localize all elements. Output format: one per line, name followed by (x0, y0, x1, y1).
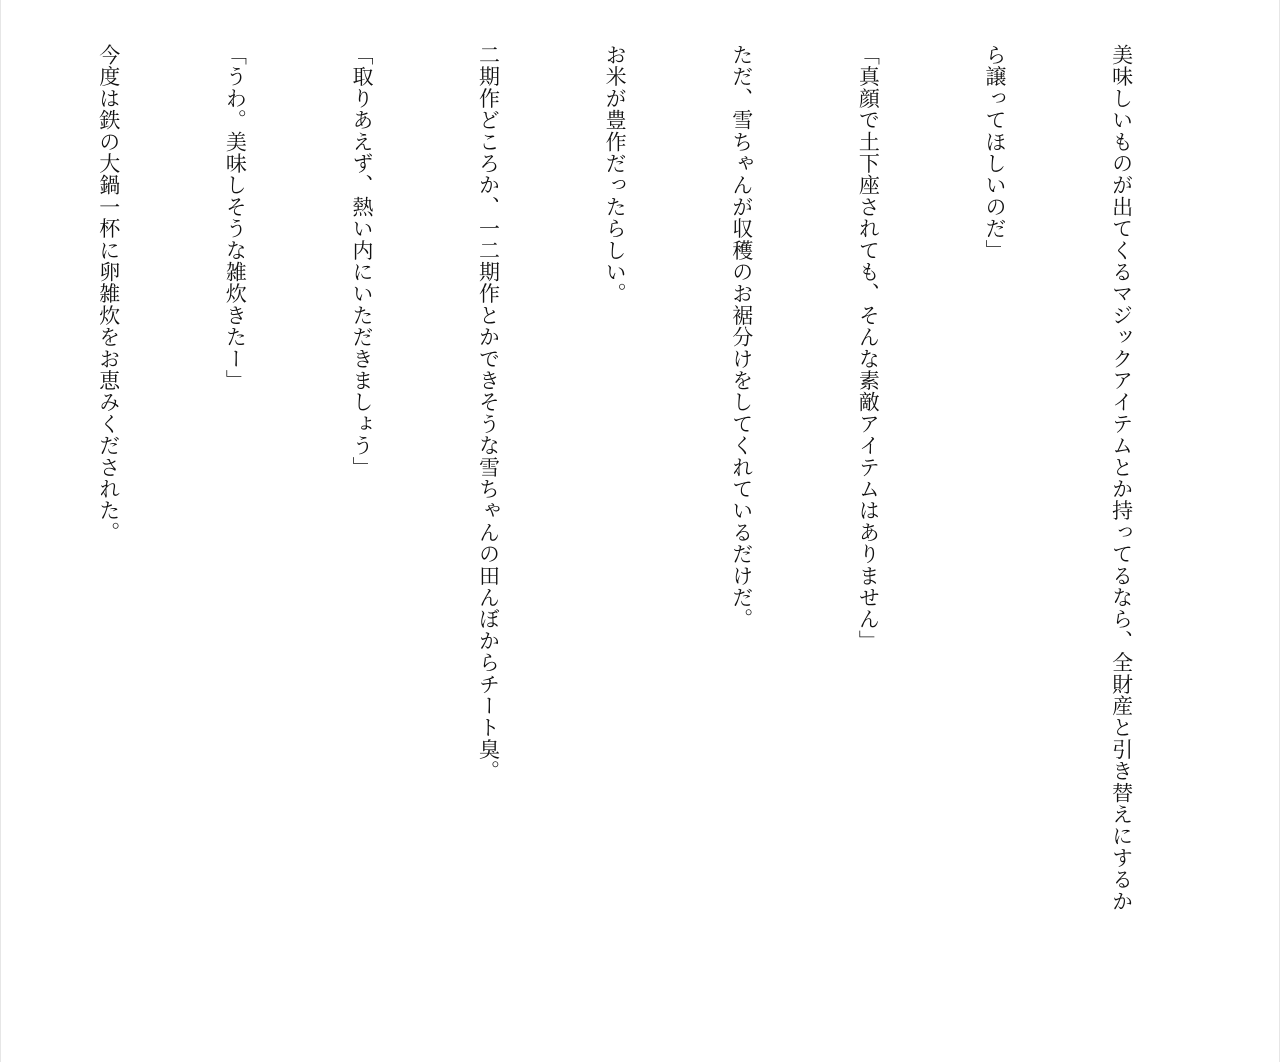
text-line: ただ、雪ちゃんが収穫のお裾分けをしてくれているだけだ。 (729, 44, 754, 630)
text-line: お米が豊作だったらしい。 (603, 44, 628, 305)
text-line: 「取りあえず、熱い内にいただきましょう」 (349, 44, 374, 478)
text-line: 「うわ。美味しそうな雑炊きたー」 (223, 44, 248, 392)
text-line: 今度は鉄の大鍋一杯に卵雑炊をお恵みくだされた。 (96, 44, 121, 544)
text-line: ら譲ってほしいのだ」 (982, 44, 1007, 261)
text-line: 二期作どころか、一二期作とかできそうな雪ちゃんの田んぼからチート臭。 (476, 44, 501, 782)
text-line: 「真顔で土下座されても、そんな素敵アイテムはありません」 (856, 44, 881, 652)
text-line: 美味しいものが出てくるマジックアイテムとか持ってるなら、全財産と引き替えにするか (1109, 44, 1134, 912)
text-line (0, 44, 3, 1044)
novel-text-column (0, 44, 1227, 1044)
